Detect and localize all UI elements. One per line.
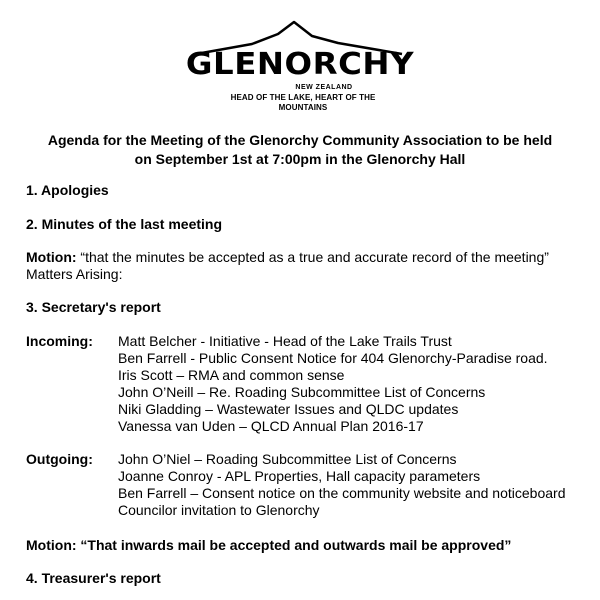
logo-tagline: HEAD OF THE LAKE, HEART OF THE MOUNTAINS: [230, 93, 376, 112]
matters-arising: Matters Arising:: [26, 266, 123, 282]
list-item: Vanessa van Uden – QLCD Annual Plan 2016-17: [118, 418, 424, 434]
outgoing-label: Outgoing:: [26, 451, 93, 467]
logo-country: NEW ZEALAND: [295, 84, 353, 91]
list-item: Iris Scott – RMA and common sense: [118, 367, 345, 383]
list-item: Joanne Conroy - APL Properties, Hall capacity parameters: [118, 468, 481, 484]
agenda-title-line2: on September 1st at 7:00pm in the Glenorchy Hall: [134, 151, 466, 167]
list-item: Niki Gladding – Wastewater Issues and QLDC updates: [118, 401, 459, 417]
list-item: Ben Farrell - Public Consent Notice for 404 Glenorchy-Paradise road.: [118, 350, 548, 366]
incoming-list: [118, 333, 548, 435]
motion-minutes-label: Motion:: [26, 249, 77, 265]
agenda-title: [20, 131, 580, 169]
incoming-label: Incoming:: [26, 333, 93, 349]
motion-minutes: [26, 249, 549, 266]
motion-mail: Motion: “That inwards mail be accepted and outwards mail be approved”: [26, 537, 512, 553]
list-item: John O’Niel – Roading Subcommittee List of Concerns: [118, 451, 457, 467]
list-item: Matt Belcher - Initiative - Head of the Lake Trails Trust: [118, 333, 452, 349]
outgoing-list: [118, 451, 565, 519]
heading-treasurer-report: 4. Treasurer's report: [26, 570, 161, 586]
heading-minutes: 2. Minutes of the last meeting: [26, 216, 223, 232]
glenorchy-logo: [185, 18, 415, 112]
list-item: Councilor invitation to Glenorchy: [118, 502, 320, 518]
agenda-title-line1: Agenda for the Meeting of the Glenorchy Community Association to be held: [47, 132, 553, 148]
list-item: John O’Neill – Re. Roading Subcommittee List of Concerns: [118, 384, 486, 400]
motion-minutes-text: “that the minutes be accepted as a true and accurate record of the meeting”: [76, 249, 549, 265]
list-item: Ben Farrell – Consent notice on the community website and noticeboard: [118, 485, 566, 501]
logo-wordmark: GLENORCHY: [185, 47, 415, 82]
heading-apologies: 1. Apologies: [26, 182, 109, 198]
heading-secretary-report: 3. Secretary's report: [26, 299, 161, 315]
